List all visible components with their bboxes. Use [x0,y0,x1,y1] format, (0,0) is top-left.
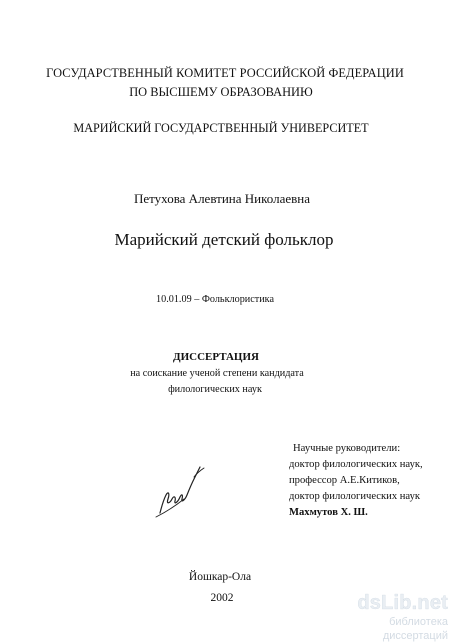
committee-line-1: ГОСУДАРСТВЕННЫЙ КОМИТЕТ РОССИЙСКОЙ ФЕДЕРАЦИИ [46,66,404,80]
author-name: Петухова Алевтина Николаевна [134,191,310,206]
supervisor-2-name: Махмутов Х. Ш. [289,507,368,518]
year: 2002 [210,592,234,604]
supervisor-1-name: профессор А.Е.Китиков, [289,475,400,486]
handwritten-signature [150,455,210,520]
specialty-code: 10.01.09 – Фольклористика [156,294,274,305]
watermark-brand: dsLib.net [357,592,448,614]
supervisor-1-degree: доктор филологических наук, [289,459,423,470]
degree-purpose-line-2: филологических наук [168,384,262,395]
supervisors-heading: Научные руководители: [293,443,401,454]
watermark-subtitle: библиотека диссертаций [382,616,448,642]
degree-purpose-line-1: на соискание ученой степени кандидата [130,368,304,379]
supervisors-block [285,441,423,521]
document-type: ДИССЕРТАЦИЯ [173,351,259,363]
city: Йошкар-Ола [188,571,252,583]
committee-line-2: ПО ВЫСШЕМУ ОБРАЗОВАНИЮ [129,85,313,99]
university-name: МАРИЙСКИЙ ГОСУДАРСТВЕННЫЙ УНИВЕРСИТЕТ [73,121,369,135]
dissertation-title: Марийский детский фольклор [114,230,334,249]
dslib-watermark [326,592,448,642]
supervisor-2-degree: доктор филологических наук [289,491,421,502]
